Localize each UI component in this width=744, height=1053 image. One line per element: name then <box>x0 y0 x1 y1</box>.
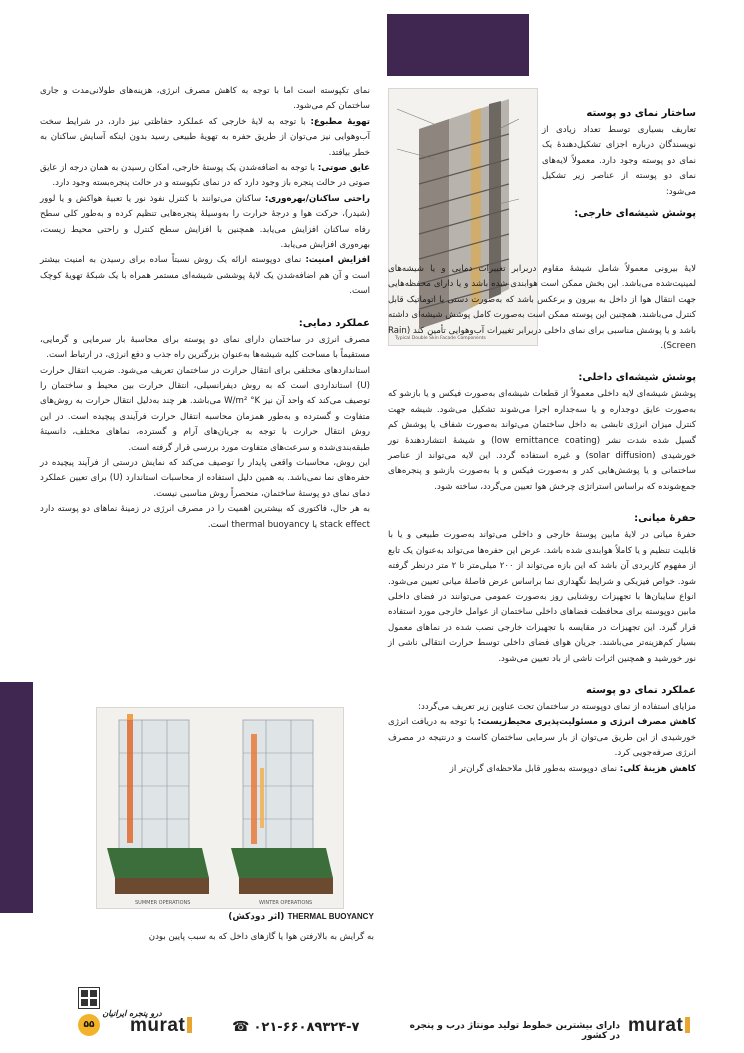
thermal-buoyancy-figure <box>96 707 344 909</box>
footer-logo-right <box>628 1015 690 1037</box>
paragraph-structure: تعاریف بسیاری توسط تعداد زیادی از نویسندگان درباره اجزای تشکیل‌دهندهٔ یک نمای دو پوسته وجود دارد. معمولاً لایه‌های نمای دو پوسته از عناصر زیر تشکیل می‌شود: <box>542 125 696 197</box>
item-acoustic <box>40 161 370 192</box>
item-cost-term: کاهش هزینهٔ کلی: <box>619 763 696 774</box>
section-title-thermal: عملکرد دمایی: <box>298 317 370 329</box>
caption-en: THERMAL BUOYANCY <box>287 912 374 921</box>
paragraph-thermal-2: استانداردهای مختلفی برای انتقال حرارت در ساختمان تعریف می‌شود. ضریب انتقال حرارت (U) استانداردی است که به روش دیفرانسیلی، انتقال حرارت بین محیط و ساختمان را توصیف می‌کند که واحد آن نیز W/m² °K می‌باشد. هر چند به‌دلیل انتقال حرارت به روش‌های متفاوت و گسترده و به‌طور همزمان محاسبه انتقال حرارت فرآیندی پیچیده است. در این روش انتقال حرارت با توجه به جریان‌های آرام و گسترده، نماهای مختلف، دانسیتهٔ طبقه‌بندی‌شده و سرعت‌های متفاوت مورد بررسی قرار گرفته است. <box>40 365 370 453</box>
item-comfort-body: ساکنان می‌توانند با کنترل نفوذ نور یا تعبیهٔ هواکش و یا لوور (شیدر)، حرکت هوا و درجهٔ حرارت را به‌وسیلهٔ پنجره‌هایی تنظیم کرده و به‌طور کلی سطح رفاه ساکنان افزایش می‌یابد. همچنین با افزایش سطح کنترل و راحتی محیط زیست، بهره‌وری افزایش می‌یابد. <box>40 193 370 251</box>
item-security-term: افزایش امنیت: <box>305 255 370 266</box>
footer-tagline: دارای بیشترین خطوط تولید مونتاژ درب و پنجره در کشور <box>409 1021 620 1041</box>
item-cost <box>388 762 696 777</box>
section-title-inner-glazing: پوشش شیشه‌ای داخلی: <box>578 372 696 384</box>
item-cost-body: نمای دوپوسته به‌طور قابل ملاحظه‌ای گران‌تر از <box>449 763 618 774</box>
item-ventilation <box>40 115 370 161</box>
summer-winter-illustration <box>97 708 343 908</box>
murat-logo-text: murat <box>130 1015 186 1036</box>
footer-logo-left <box>130 1015 192 1037</box>
summer-label: SUMMER OPERATIONS <box>135 900 191 906</box>
winter-label: WINTER OPERATIONS <box>259 900 313 906</box>
page-number-badge: ۵۵ <box>78 1014 100 1036</box>
right-column-main <box>388 262 696 777</box>
purple-side-band <box>0 682 33 913</box>
section-title-structure: ساختار نمای دو پوسته <box>586 108 696 119</box>
footer <box>40 1009 704 1041</box>
caption-fa: (اثر دودکش) <box>228 912 285 922</box>
paragraph-cost-continued: نمای تکپوسته است اما با توجه به کاهش مصرف انرژی، هزینه‌های طولانی‌مدت و جاری ساختمان کم می‌شود. <box>40 86 370 112</box>
phone-number: ۰۲۱-۶۶۰۸۹۳۲۴-۷ <box>253 1020 360 1035</box>
paragraph-inner-glazing: پوشش شیشه‌ای لایه داخلی معمولاً از قطعات شیشه‌ای به‌صورت فیکس و یا بازشو که به‌صورت عایق دوجداره و یا سه‌جداره اجرا می‌شوند تشکیل می‌شود. شیشه جهت کنترل میزان انرژی تابشی به داخل ساختمان می‌تواند به‌صورت شفاف یا پوشش کم گسیل شده شدت نشر (low emittance coating) و شیشهٔ انتشاردهندهٔ نور خورشیدی (solar diffusion) و غیره استفاده گردد. این لایه می‌تواند از عناصر ساختمانی و یا پوشش‌هایی کدر و به‌صورت فیکس و یا به‌صورت بازشو و پنجره‌های جمع‌شونده که براساس استراتژی چرخش هوا تعیین می‌گردد، ساخته شود. <box>388 389 696 492</box>
item-ventilation-body: با توجه به لایهٔ خارجی که عملکرد حفاظتی نیز دارد، در شرایط سخت آب‌وهوایی نیز می‌توان از طریق حفره به تهویهٔ طبیعی رسید بدون اینکه آسایش ساکنان به خطر بیافتد. <box>40 116 370 158</box>
magazine-logo <box>78 987 100 1009</box>
left-column <box>40 84 370 533</box>
paragraph-thermal-3: این روش، محاسبات واقعی پایدار را توصیف می‌کند که نمایش درستی از فرآیند پیچیده در حفره‌های نما نمی‌باشد. به همین دلیل استفاده از محاسبات استاندارد (U) برای تعیین عملکرد دمای نمای دو پوستهٔ ساختمان، منحصراً روش مناسبی نیست. <box>40 457 370 499</box>
telephone-icon: ☎ <box>232 1019 250 1035</box>
paragraph-thermal-4: به هر حال، فاکتوری که بیشترین اهمیت را در مصرف انرژی در زمینهٔ نماهای دو پوسته دارد stack effect یا thermal buoyancy است. <box>40 504 370 530</box>
figure-title: Typical Double Skin Facade Components <box>395 336 486 341</box>
item-acoustic-body: با توجه به اضافه‌شدن یک پوستهٔ خارجی، امکان رسیدن به همان درجه از عایق صوتی در حالت پنجره باز وجود دارد که در نمای تکپوسته و در حالت پنجره‌بسته وجود دارد. <box>40 163 370 189</box>
item-energy-term: کاهش مصرف انرژی و مسئولیت‌پذیری محیط‌زیست: <box>477 717 696 728</box>
item-security-body: نمای دوپوسته ارائه یک روش نسبتاً ساده برای رسیدن به امنیت بیشتر است و آن هم اضافه‌شدن یک لایهٔ پوششی شیشه‌ای مستمر همراه با یک شبکهٔ تهویهٔ کوچک است. <box>40 255 370 297</box>
section-title-cavity: حفرهٔ میانی: <box>634 513 696 525</box>
paragraph-cavity: حفرهٔ میانی در لایهٔ مابین پوستهٔ خارجی و داخلی می‌تواند به‌صورت طبیعی و یا با قابلیت تنظیم و یا کاملاً هوابندی شده باشد. عرض این حفره‌ها می‌تواند به‌عنوان یک تابع از مفهوم کاربردی آن باشد که این بازه می‌تواند از ۲۰۰ میلی‌متر تا ۲ متر درنظر گرفته شود. خواص فیزیکی و شرایط نگهداری نما براساس عرض فاصلهٔ میانی تعیین می‌شود. انواع سایبان‌ها با تجهیزات روشنایی روز به‌صورت عمومی می‌توانند در فضای داخلی مابین دوپوسته برای محافظت فضاهای داخلی ساختمان از عوامل خارجی مورد استفاده قرار گیرد. این تجهیزات در مقایسه با تجهیزات خارجی نصب شده در نماهای معمول بسیار کم‌هزینه‌تر می‌باشند. جریان هوای فضای داخلی توسط حرارت انتقالی ناشی از نور خورشید و همچنین اثرات ناشی از باد تعیین می‌شود. <box>388 530 696 664</box>
purple-header-block <box>387 14 529 76</box>
item-acoustic-term: عایق صوتی: <box>317 163 370 174</box>
section-title-outer-glazing: پوشش شیشه‌ای خارجی: <box>574 208 696 220</box>
footer-phone <box>232 1019 359 1035</box>
item-comfort <box>40 192 370 254</box>
item-energy <box>388 715 696 761</box>
item-ventilation-term: تهویهٔ مطبوع: <box>310 116 371 127</box>
paragraph-buoyancy: به گرایش به بالارفتن هوا یا گازهای داخل که به سبب پایین بودن <box>148 932 374 942</box>
section-title-performance: عملکرد نمای دو پوسته <box>586 684 696 696</box>
item-comfort-term: راحتی ساکنان/بهره‌وری: <box>264 193 370 204</box>
right-column-intro <box>542 100 696 223</box>
item-energy-body: با توجه به دریافت انرژی خورشیدی از این طریق می‌توان از بار سرمایی ساختمان کاست و درنتیجه در مصرف انرژی صرفه‌جویی کرد. <box>388 717 696 759</box>
murat-logo-mark-right <box>685 1017 690 1033</box>
magazine-name: درو پنجره ایرانیان <box>102 1009 162 1018</box>
paragraph-thermal-1: مصرف انرژی در ساختمان دارای نمای دو پوسته برای محاسبهٔ بار سرمایی و گرمایی، مستقیماً با مساحت کلیه شیشه‌ها به‌عنوان بزرگترین راه جذب و دفع انرژی، در ارتباط است. <box>40 334 370 361</box>
figure-caption <box>228 912 374 922</box>
paragraph-outer-glazing: لایهٔ بیرونی معمولاً شامل شیشهٔ مقاوم دربرابر تغییرات دمایی و یا شیشه‌های لمینیت‌شده می‌باشد. این بخش ممکن است هوابندی شده باشد و یا دارای محفظه‌هایی جهت انتقال هوا از داخل به بیرون و برعکس باشد که به‌صورت دستی یا اتوماتیک قابل کنترل می‌باشند. همچنین این پوسته ممکن است به‌صورت کامل پوشش شیشه‌ای داشته باشد و یا پوشش مناسبی برای نمای داخلی دربرابر تغییرات آب‌وهوایی تأمین کند (Rain Screen). <box>388 264 696 352</box>
left-column-last-line <box>96 930 374 945</box>
paragraph-performance: مزایای استفاده از نمای دوپوسته در ساختمان تحت عناوین زیر تعریف می‌گردد: <box>418 701 696 712</box>
item-security <box>40 253 370 299</box>
murat-logo-text-right: murat <box>628 1015 684 1036</box>
murat-logo-mark <box>187 1017 192 1033</box>
